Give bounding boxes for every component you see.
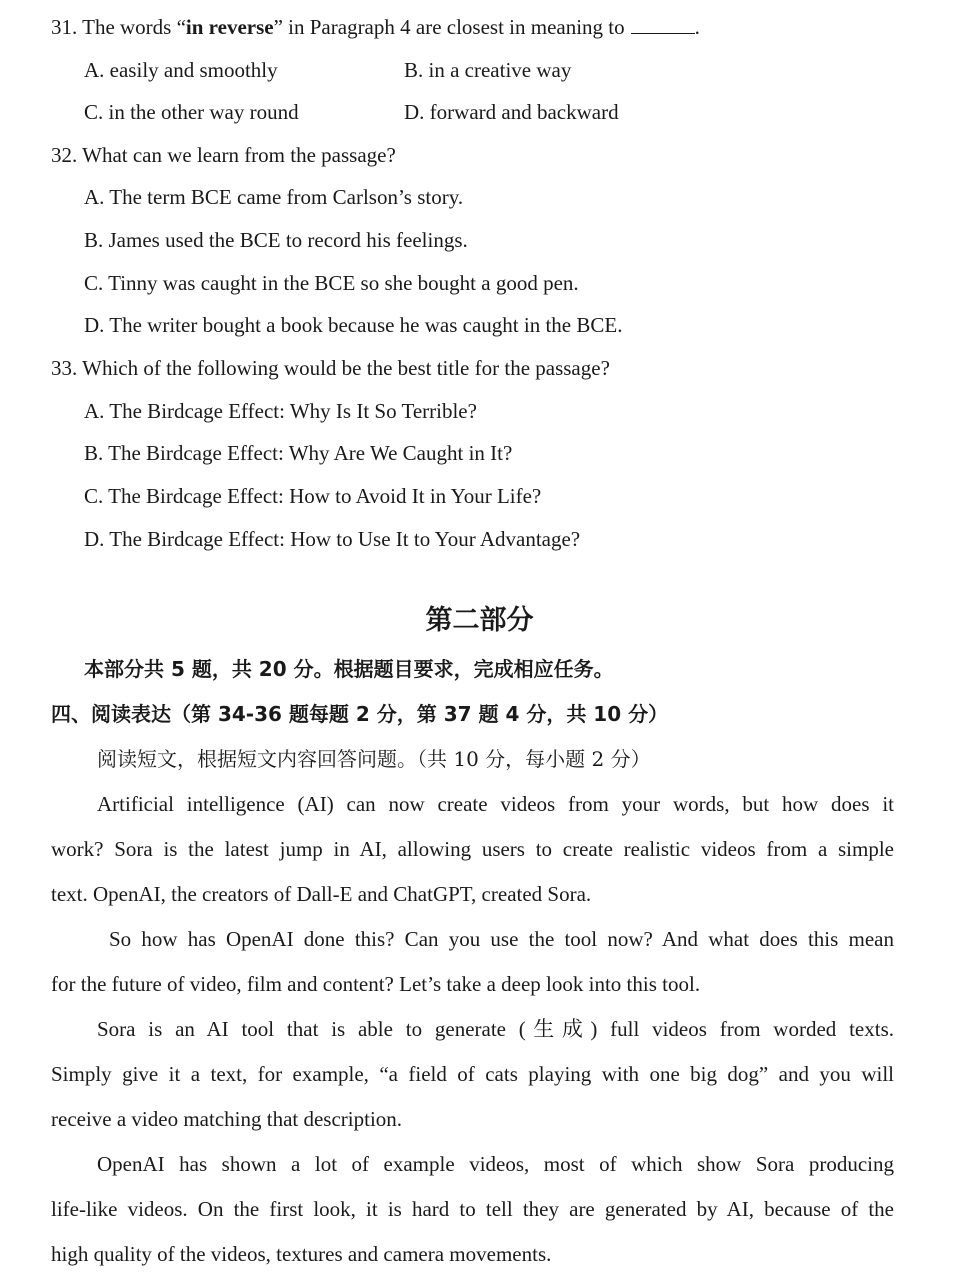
q33-option-c: C. The Birdcage Effect: How to Avoid It in Your Life? bbox=[84, 484, 542, 508]
q31-stem-post: ” in Paragraph 4 are closest in meaning to bbox=[273, 15, 625, 39]
passage-p2-line-1: So how has OpenAI done this? Can you use the tool now? And what does this mean bbox=[109, 927, 894, 951]
passage-p1-line-2: work? Sora is the latest jump in AI, allowing users to create realistic videos from a simple bbox=[51, 837, 894, 861]
q33-option-b: B. The Birdcage Effect: Why Are We Caught in It? bbox=[84, 441, 513, 465]
q31-stem-end: . bbox=[694, 15, 700, 39]
passage-p3-line-2: Simply give it a text, for example, “a field of cats playing with one big dog” and you will bbox=[51, 1062, 894, 1086]
passage-p1-line-1: Artificial intelligence (AI) can now create videos from your words, but how does it bbox=[97, 792, 894, 816]
section-4-heading: 四、阅读表达（第 34-36 题每题 2 分，第 37 题 4 分，共 10 分） bbox=[51, 702, 669, 726]
answer-blank bbox=[631, 15, 695, 34]
passage-p2-line-2: for the future of video, film and content? Let’s take a deep look into this tool. bbox=[51, 972, 701, 996]
q32-option-a: A. The term BCE came from Carlson’s story. bbox=[84, 185, 464, 209]
passage-p4-line-3: high quality of the videos, textures and camera movements. bbox=[51, 1242, 552, 1266]
q33-option-d: D. The Birdcage Effect: How to Use It to Your Advantage? bbox=[84, 527, 581, 551]
passage-p3-line-3: receive a video matching that description. bbox=[51, 1107, 403, 1131]
question-31-stem bbox=[51, 14, 700, 40]
passage-p1-line-3: text. OpenAI, the creators of Dall-E and ChatGPT, created Sora. bbox=[51, 882, 592, 906]
passage-p4-line-2: life-like videos. On the first look, it is hard to tell they are generated by AI, because of the bbox=[51, 1197, 894, 1221]
q31-stem-pre: 31. The words “ bbox=[51, 15, 186, 39]
q31-option-a: A. easily and smoothly bbox=[84, 58, 278, 82]
passage-p4-line-1: OpenAI has shown a lot of example videos, most of which show Sora producing bbox=[97, 1152, 894, 1176]
q31-stem-bold: in reverse bbox=[185, 15, 274, 39]
part-2-intro: 本部分共 5 题，共 20 分。根据题目要求，完成相应任务。 bbox=[84, 657, 614, 681]
question-32-stem: 32. What can we learn from the passage? bbox=[51, 143, 396, 167]
q33-option-a: A. The Birdcage Effect: Why Is It So Terrible? bbox=[84, 399, 477, 423]
q32-option-c: C. Tinny was caught in the BCE so she bought a good pen. bbox=[84, 271, 579, 295]
part-2-title: 第二部分 bbox=[425, 605, 534, 636]
q31-option-d: D. forward and backward bbox=[404, 100, 619, 124]
q32-option-b: B. James used the BCE to record his feelings. bbox=[84, 228, 468, 252]
q31-option-b: B. in a creative way bbox=[404, 58, 572, 82]
q31-option-c: C. in the other way round bbox=[84, 100, 299, 124]
passage-p3-line-1: Sora is an AI tool that is able to generate (生成) full videos from worded texts. bbox=[97, 1017, 894, 1041]
reading-instruction: 阅读短文，根据短文内容回答问题。（共 10 分，每小题 2 分） bbox=[97, 747, 651, 771]
question-33-stem: 33. Which of the following would be the best title for the passage? bbox=[51, 356, 610, 380]
q32-option-d: D. The writer bought a book because he was caught in the BCE. bbox=[84, 313, 623, 337]
